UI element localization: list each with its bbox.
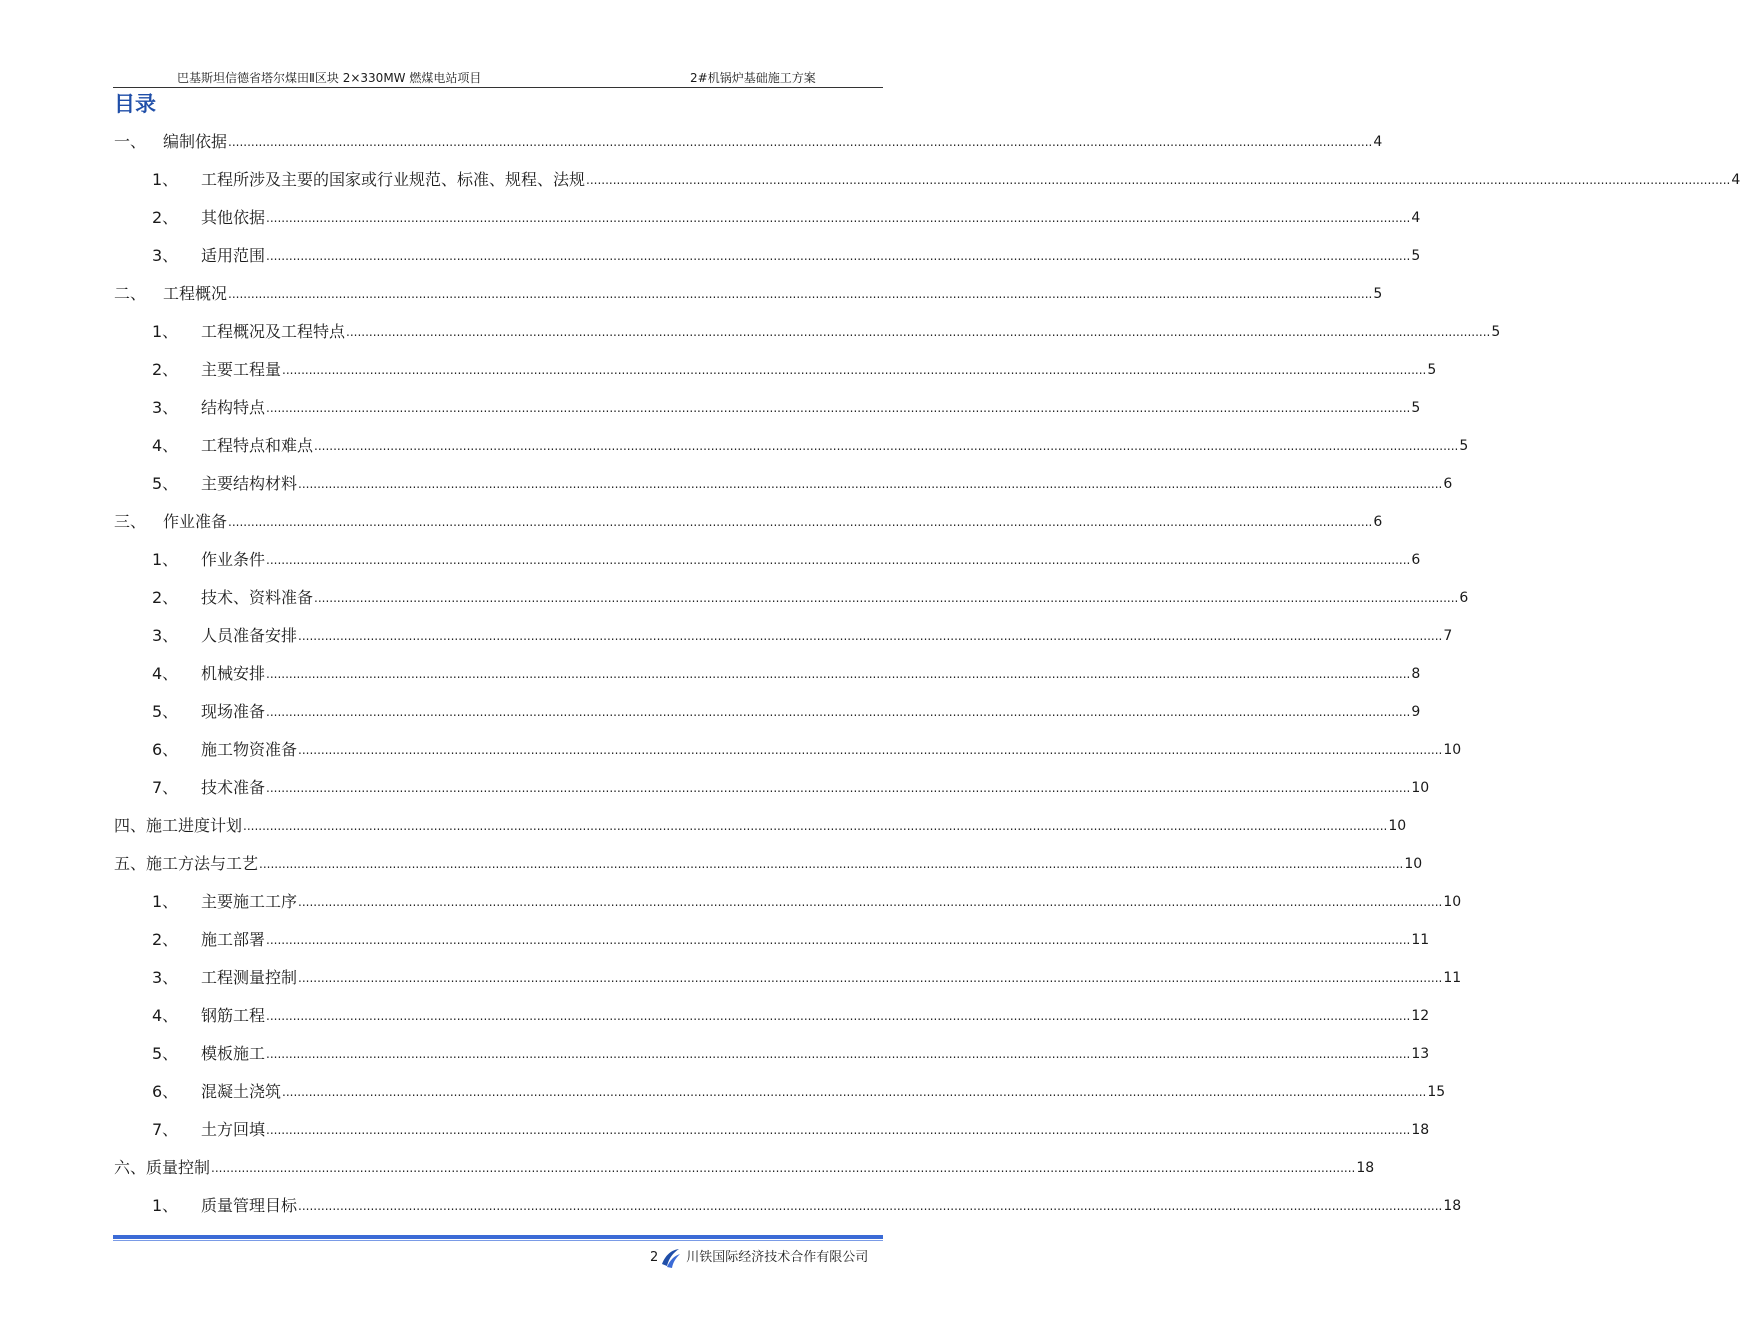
toc-entry-number: 一、 [114,132,147,151]
toc-entry[interactable] [114,380,1421,418]
toc-entry-number: 2、 [152,208,179,227]
toc-entry-page: 5 [1373,286,1383,302]
toc-entry-number: 二、 [114,284,147,303]
toc-entry-label [114,1196,297,1216]
toc-entry[interactable] [114,646,1421,684]
toc-entry-number: 四、 [114,816,147,835]
toc-entry-page: 13 [1411,1046,1430,1062]
toc-entry-label [114,664,265,684]
toc-entry-text: 作业准备 [163,512,228,531]
toc-entry[interactable] [114,228,1421,266]
toc-dot-leader: ............................................................................................................................................................................................................................................................................................................ [346,325,1491,339]
toc-entry-label [114,436,313,456]
toc-dot-leader: ............................................................................................................................................................................................................................................................................................................ [266,1009,1411,1023]
toc-entry-page: 5 [1459,438,1469,454]
toc-entry-number: 3、 [152,398,179,417]
toc-entry-number: 6、 [152,740,179,759]
toc-entry-text: 混凝土浇筑 [201,1082,282,1101]
toc-entry-number: 7、 [152,778,179,797]
company-name: 川铁国际经济技术合作有限公司 [686,1250,869,1265]
toc-entry-number: 7、 [152,1120,179,1139]
toc-entry-text: 工程概况 [163,284,228,303]
toc-entry-page: 12 [1411,1008,1430,1024]
toc-entry-text: 作业条件 [201,550,266,569]
toc-dot-leader: ............................................................................................................................................................................................................................................................................................................ [266,781,1411,795]
toc-entry-label [114,1120,265,1140]
toc-entry[interactable] [114,304,1501,342]
toc-entry-page: 10 [1443,742,1462,758]
toc-entry-text: 质量管理目标 [201,1196,298,1215]
toc-dot-leader: ............................................................................................................................................................................................................................................................................................................ [228,135,1373,149]
toc-entry-label [114,512,227,532]
toc-entry-text: 工程特点和难点 [201,436,314,455]
toc-entry-label [114,1006,265,1026]
toc-entry-number: 3、 [152,246,179,265]
toc-entry-page: 5 [1491,324,1501,340]
toc-title: 目录 [114,92,156,116]
toc-entry-label [114,1044,265,1064]
toc-entry-page: 10 [1443,894,1462,910]
toc-entry-text: 工程所涉及主要的国家或行业规范、标准、规程、法规 [201,170,586,189]
toc-entry-label [114,1158,210,1178]
toc-entry-page: 18 [1411,1122,1430,1138]
toc-entry-text: 质量控制 [146,1158,211,1177]
toc-entry-number: 5、 [152,702,179,721]
toc-entry-number: 2、 [152,360,179,379]
toc-entry-page: 10 [1388,818,1407,834]
toc-entry[interactable] [114,608,1453,646]
toc-entry-label [114,246,265,266]
toc-entry-label [114,930,265,950]
toc-dot-leader: ............................................................................................................................................................................................................................................................................................................ [266,705,1411,719]
toc-entry-text: 钢筋工程 [201,1006,266,1025]
toc-entry-number: 5、 [152,474,179,493]
toc-dot-leader: ............................................................................................................................................................................................................................................................................................................ [282,363,1427,377]
toc-dot-leader: ............................................................................................................................................................................................................................................................................................................ [266,249,1411,263]
toc-entry-number: 3、 [152,968,179,987]
toc-entry-number: 2、 [152,930,179,949]
toc-entry-label [114,588,313,608]
company-logo-icon [658,1246,682,1270]
toc-entry[interactable] [114,874,1462,912]
toc-entry-page: 7 [1443,628,1453,644]
toc-entry[interactable] [114,152,1740,190]
toc-entry-page: 11 [1443,970,1462,986]
toc-entry-text: 模板施工 [201,1044,266,1063]
toc-entry-page: 9 [1411,704,1421,720]
toc-dot-leader: ............................................................................................................................................................................................................................................................................................................ [228,515,1373,529]
toc-entry-page: 18 [1443,1198,1462,1214]
toc-entry[interactable] [114,494,1383,532]
toc-entry-label [114,626,297,646]
toc-dot-leader: ............................................................................................................................................................................................................................................................................................................ [266,1047,1411,1061]
toc-entry-text: 施工进度计划 [146,816,243,835]
toc-entry[interactable] [114,1140,1375,1178]
toc-entry-number: 1、 [152,322,179,341]
toc-entry-page: 18 [1356,1160,1375,1176]
toc-entry-number: 三、 [114,512,147,531]
toc-entry-page: 10 [1404,856,1423,872]
toc-entry-number: 4、 [152,1006,179,1025]
footer-divider [113,1235,883,1239]
toc-dot-leader: ............................................................................................................................................................................................................................................................................................................ [298,971,1443,985]
toc-entry-page: 6 [1459,590,1469,606]
toc-entry[interactable] [114,836,1423,874]
toc-entry-page: 15 [1427,1084,1446,1100]
toc-entry-label [114,132,227,152]
toc-entry[interactable] [114,798,1407,836]
toc-entry-page: 5 [1411,248,1421,264]
toc-entry-page: 4 [1373,134,1383,150]
toc-dot-leader: ............................................................................................................................................................................................................................................................................................................ [266,553,1411,567]
toc-dot-leader: ............................................................................................................................................................................................................................................................................................................ [586,173,1731,187]
toc-entry-number: 1、 [152,1196,179,1215]
toc-entry-label [114,892,297,912]
toc-entry-page: 10 [1411,780,1430,796]
toc-entry-page: 4 [1731,172,1740,188]
toc-entry[interactable] [114,456,1453,494]
toc-dot-leader: ............................................................................................................................................................................................................................................................................................................ [298,477,1443,491]
toc-entry[interactable] [114,532,1421,570]
toc-entry-text: 编制依据 [163,132,228,151]
header-document-title: 2#机锅炉基础施工方案 [690,71,816,85]
toc-entry-label [114,208,265,228]
toc-entry[interactable] [114,570,1469,608]
toc-entry-text: 主要结构材料 [201,474,298,493]
toc-dot-leader: ............................................................................................................................................................................................................................................................................................................ [266,401,1411,415]
toc-entry-number: 3、 [152,626,179,645]
toc-entry[interactable] [114,684,1421,722]
toc-entry-text: 施工方法与工艺 [146,854,259,873]
page-header [113,70,883,86]
toc-entry[interactable] [114,722,1462,760]
toc-entry-text: 主要工程量 [201,360,282,379]
toc-entry[interactable] [114,1178,1462,1216]
page-footer [650,1246,868,1270]
toc-entry[interactable] [114,1102,1430,1140]
toc-dot-leader: ............................................................................................................................................................................................................................................................................................................ [243,819,1388,833]
page-number: 2 [650,1250,659,1265]
toc-entry-label [114,550,265,570]
toc-entry-number: 五、 [114,854,147,873]
toc-entry[interactable] [114,1064,1446,1102]
toc-entry-label [114,398,265,418]
toc-entry-text: 施工部署 [201,930,266,949]
toc-entry-page: 6 [1373,514,1383,530]
toc-entry-page: 5 [1427,362,1437,378]
toc-entry-text: 主要施工工序 [201,892,298,911]
toc-dot-leader: ............................................................................................................................................................................................................................................................................................................ [266,1123,1411,1137]
toc-entry[interactable] [114,418,1469,456]
toc-entry-text: 现场准备 [201,702,266,721]
toc-entry-number: 六、 [114,1158,147,1177]
toc-entry-number: 1、 [152,892,179,911]
toc-entry[interactable] [114,1026,1430,1064]
toc-entry-text: 适用范围 [201,246,266,265]
toc-entry-label [114,968,297,988]
toc-entry-text: 土方回填 [201,1120,266,1139]
toc-dot-leader: ............................................................................................................................................................................................................................................................................................................ [298,743,1443,757]
toc-entry-number: 4、 [152,436,179,455]
toc-entry-number: 2、 [152,588,179,607]
toc-dot-leader: ............................................................................................................................................................................................................................................................................................................ [282,1085,1427,1099]
toc-entry[interactable] [114,912,1430,950]
toc-entry-label [114,170,585,190]
header-project-name: 巴基斯坦信德省塔尔煤田Ⅱ区块 2×330MW 燃煤电站项目 [177,71,482,85]
toc-entry-number: 1、 [152,550,179,569]
toc-dot-leader: ............................................................................................................................................................................................................................................................................................................ [298,629,1443,643]
toc-dot-leader: ............................................................................................................................................................................................................................................................................................................ [298,1199,1443,1213]
toc-entry-label [114,360,281,380]
toc-entry[interactable] [114,342,1437,380]
toc-entry[interactable] [114,988,1430,1026]
toc-dot-leader: ............................................................................................................................................................................................................................................................................................................ [228,287,1373,301]
toc-entry-label [114,854,258,874]
toc-dot-leader: ............................................................................................................................................................................................................................................................................................................ [266,933,1411,947]
toc-entry-label [114,778,265,798]
header-divider [113,87,883,88]
toc-entry-text: 人员准备安排 [201,626,298,645]
toc-entry-label [114,284,227,304]
toc-entry-label [114,816,242,836]
toc-entry-text: 施工物资准备 [201,740,298,759]
footer-divider-thin [113,1240,883,1241]
table-of-contents [114,114,1740,1216]
toc-entry-text: 机械安排 [201,664,266,683]
toc-entry-text: 工程测量控制 [201,968,298,987]
toc-entry-text: 技术、资料准备 [201,588,314,607]
toc-entry-text: 工程概况及工程特点 [201,322,346,341]
toc-dot-leader: ............................................................................................................................................................................................................................................................................................................ [259,857,1404,871]
toc-entry-page: 4 [1411,210,1421,226]
toc-entry-page: 8 [1411,666,1421,682]
toc-entry[interactable] [114,114,1383,152]
toc-dot-leader: ............................................................................................................................................................................................................................................................................................................ [314,591,1459,605]
toc-entry-label [114,474,297,494]
toc-entry-page: 6 [1443,476,1453,492]
toc-entry[interactable] [114,760,1430,798]
toc-entry[interactable] [114,190,1421,228]
toc-dot-leader: ............................................................................................................................................................................................................................................................................................................ [298,895,1443,909]
toc-entry-label [114,740,297,760]
toc-dot-leader: ............................................................................................................................................................................................................................................................................................................ [266,211,1411,225]
toc-entry-page: 6 [1411,552,1421,568]
toc-entry[interactable] [114,266,1383,304]
toc-entry-number: 5、 [152,1044,179,1063]
toc-entry[interactable] [114,950,1462,988]
toc-entry-number: 6、 [152,1082,179,1101]
toc-entry-label [114,322,345,342]
toc-entry-label [114,1082,281,1102]
toc-entry-text: 结构特点 [201,398,266,417]
toc-dot-leader: ............................................................................................................................................................................................................................................................................................................ [211,1161,1356,1175]
toc-dot-leader: ............................................................................................................................................................................................................................................................................................................ [314,439,1459,453]
toc-entry-label [114,702,265,722]
toc-entry-page: 5 [1411,400,1421,416]
toc-entry-text: 技术准备 [201,778,266,797]
toc-dot-leader: ............................................................................................................................................................................................................................................................................................................ [266,667,1411,681]
toc-entry-number: 4、 [152,664,179,683]
toc-entry-text: 其他依据 [201,208,266,227]
toc-entry-page: 11 [1411,932,1430,948]
toc-entry-number: 1、 [152,170,179,189]
